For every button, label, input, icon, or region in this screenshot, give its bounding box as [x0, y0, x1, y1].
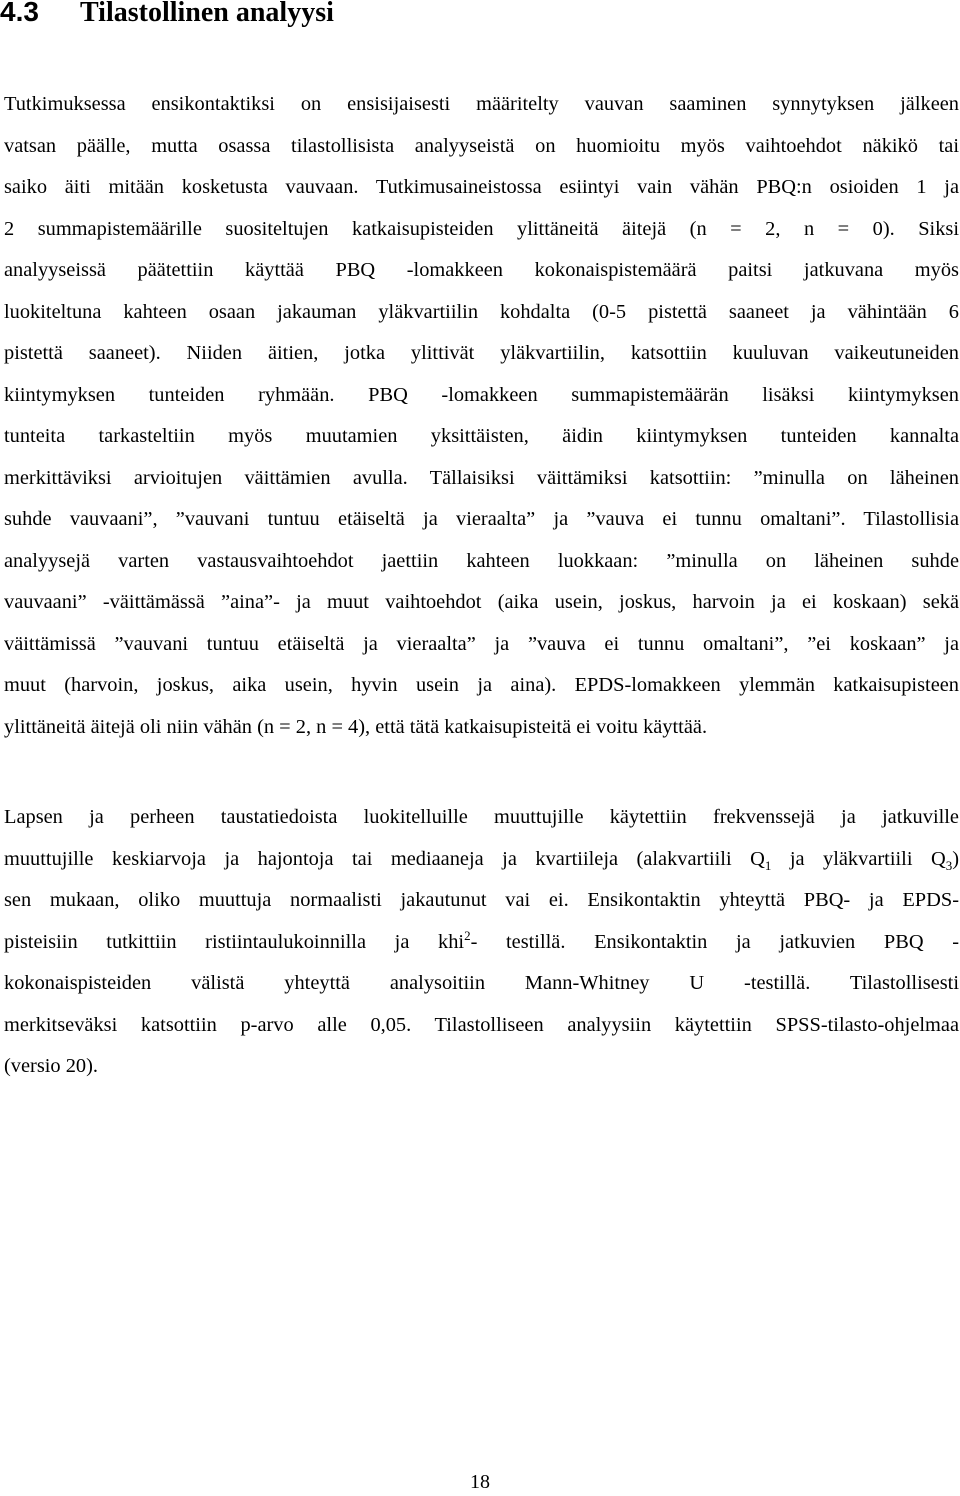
text-line: 2 summapistemäärille suositeltujen katkaisupisteiden ylittäneitä äitejä (n = 2, n = 0). Siksi [4, 217, 959, 240]
text-segment: pisteisiin tutkittiin ristiintaulukoinnilla ja khi [4, 930, 465, 953]
page-number: 18 [470, 1471, 490, 1493]
subscript: 3 [945, 857, 953, 873]
text-line: luokiteltuna kahteen osaan jakauman yläkvartiilin kohdalta (0-5 pistettä saaneet ja vähintään 6 [4, 300, 959, 323]
text-line: merkittäviksi arvioitujen väittämien avulla. Tällaisiksi väittämiksi katsottiin: ”minulla on läheinen [4, 466, 959, 489]
text-line: muut (harvoin, joskus, aika usein, hyvin usein ja aina). EPDS-lomakkeen ylemmän katkaisupisteen [4, 674, 959, 696]
text-line: suhde vauvaani”, ”vauvani tuntuu etäiseltä ja vieraalta” ja ”vauva ei tunnu omaltani”. Tilastollisia [4, 508, 959, 530]
text-line: vauvaani” -väittämässä ”aina”- ja muut vaihtoehdot (aika usein, joskus, harvoin ja ei koskaan) sekä [4, 591, 959, 613]
text-segment: muuttujille keskiarvoja ja hajontoja tai mediaaneja ja kvartiileja (alakvartiili Q [4, 847, 765, 870]
text-segment: - testillä. Ensikontaktin ja jatkuvien PBQ - [470, 930, 959, 953]
text-line: analyyseissä päätettiin käyttää PBQ -lomakkeen kokonaispistemäärä paitsi jatkuvana myös [4, 259, 959, 281]
text-line: analyysejä varten vastausvaihtoehdot jaettiin kahteen luokkaan: ”minulla on läheinen suhde [4, 549, 959, 572]
text-line: merkitseväksi katsottiin p-arvo alle 0,05. Tilastolliseen analyysiin käytettiin SPSS-tilasto-ohjelmaa [4, 1013, 959, 1036]
text-line: sen mukaan, oliko muuttuja normaalisti jakautunut vai ei. Ensikontaktin yhteyttä PBQ- ja EPDS- [4, 889, 959, 911]
section-number: 4.3 [0, 0, 39, 27]
text-line: tunteita tarkasteltiin myös muutamien yksittäisten, äidin kiintymyksen tunteiden kannalta [4, 425, 959, 447]
text-line: vatsan päälle, mutta osassa tilastollisista analyyseistä on huomioitu myös vaihtoehdot näkikö tai [4, 134, 959, 157]
text-line: saiko äiti mitään kosketusta vauvaan. Tutkimusaineistossa esiintyi vain vähän PBQ:n osioiden 1 ja [4, 176, 959, 198]
text-segment: ) [952, 847, 959, 870]
text-line: kiintymyksen tunteiden ryhmään. PBQ -lomakkeen summapistemäärän lisäksi kiintymyksen [4, 383, 959, 406]
text-line: ylittäneitä äitejä oli niin vähän (n = 2, n = 4), että tätä katkaisupisteitä ei voitu käyttää. [4, 715, 708, 738]
text-segment: ja yläkvartiili Q [771, 847, 946, 870]
text-line: Tutkimuksessa ensikontaktiksi on ensisijaisesti määritelty vauvan saaminen synnytyksen jälkeen [4, 93, 959, 115]
text-line: (versio 20). [4, 1055, 98, 1077]
text-line: Lapsen ja perheen taustatiedoista luokitelluille muuttujille käytettiin frekvenssejä ja jatkuville [4, 806, 959, 828]
text-line: väittämissä ”vauvani tuntuu etäiseltä ja vieraalta” ja ”vauva ei tunnu omaltani”, ”ei koskaan” ja [4, 632, 959, 655]
section-heading [0, 0, 334, 31]
text-line [4, 839, 959, 881]
section-title: Tilastollinen analyysi [80, 0, 334, 28]
text-line: kokonaispisteiden välistä yhteyttä analysoitiin Mann-Whitney U -testillä. Tilastollisesti [4, 972, 959, 994]
paragraph-background-statistics [4, 797, 959, 1088]
superscript: 2 [464, 927, 471, 943]
subscript: 1 [764, 857, 772, 873]
text-line [4, 922, 959, 964]
paragraph-analysis-method [4, 84, 959, 748]
text-line: pistettä saaneet). Niiden äitien, jotka ylittivät yläkvartiilin, katsottiin kuuluvan vaikeutuneiden [4, 342, 959, 364]
